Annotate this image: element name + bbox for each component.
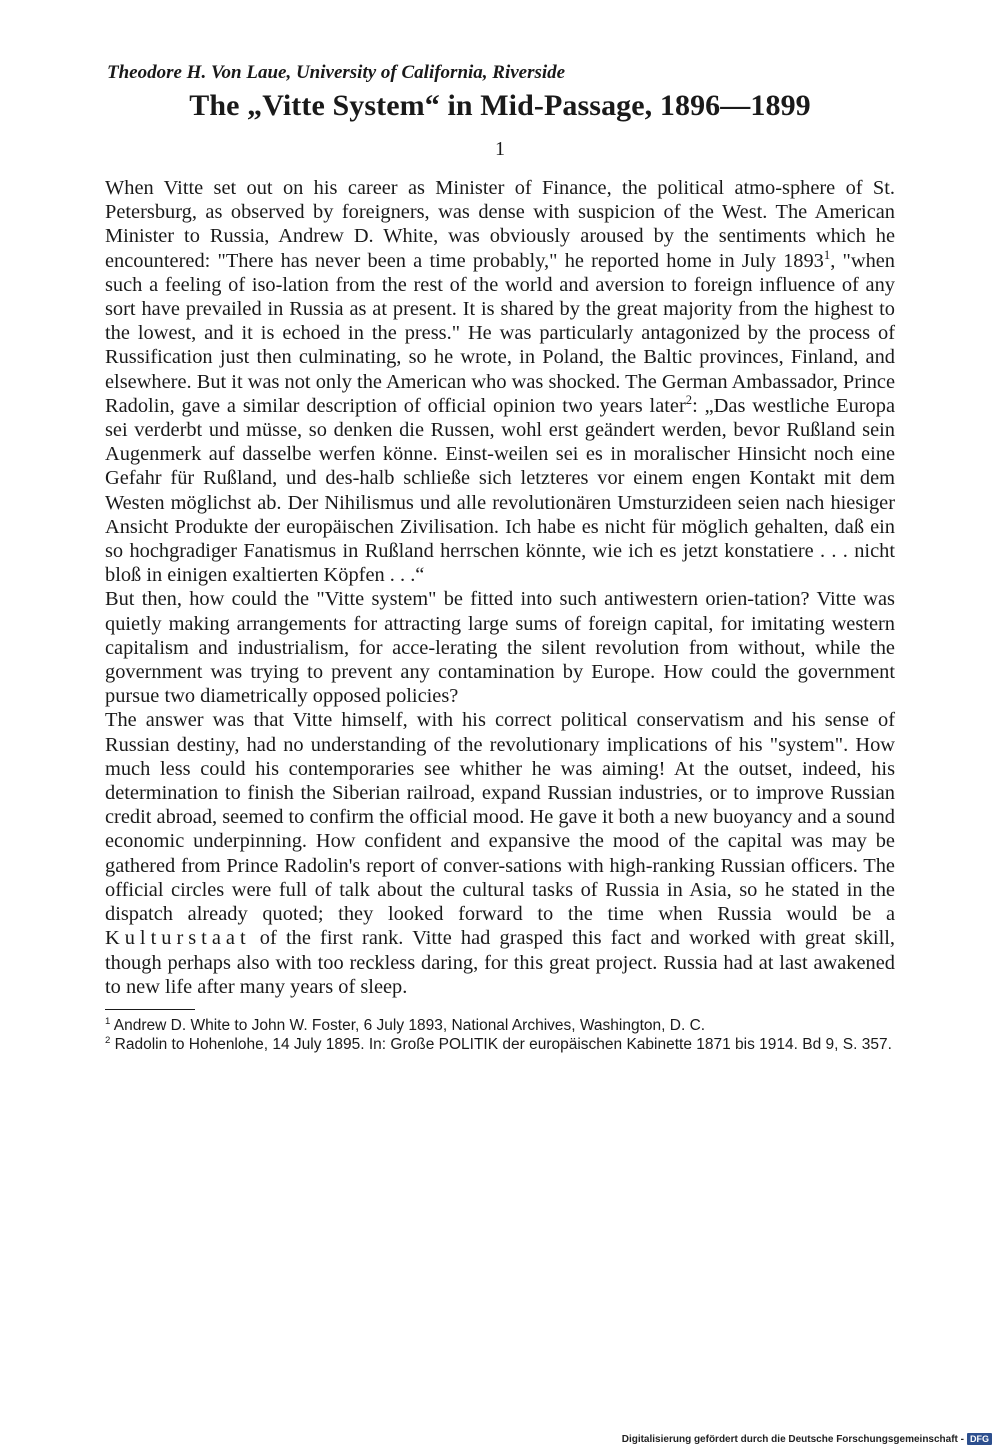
dfg-logo-icon: DFG	[967, 1433, 992, 1445]
paragraph-3-part-b: of the first rank. Vitte had grasped this fact and worked with great skill, though perhaps also with too reckless daring, for this great project. Russia had at last awakened to new life after many years of sleep.	[105, 927, 895, 998]
footnote-1	[105, 1016, 895, 1035]
paragraph-2: But then, how could the "Vitte system" be fitted into such antiwestern orien-tation? Vitte was quietly making arrangements for attracting large sums of foreign capital, for imitating western capitalism and industrialism, for acce-lerating the silent revolution from without, while the government was trying to prevent any contamination by Europe. How could the government pursue two diametrically opposed policies?	[105, 588, 895, 708]
footnote-text: Andrew D. White to John W. Foster, 6 July 1893, National Archives, Washington, D. C.	[113, 1016, 706, 1034]
page-content	[105, 60, 895, 1054]
footnote-marker: 2	[105, 1034, 111, 1046]
section-number: 1	[495, 138, 505, 160]
paragraph-1-part-a: When Vitte set out on his career as Minister of Finance, the political atmo-sphere of St. Petersburg, as observed by foreigners, was dense with suspicion of the West. The American Minister to Russia, Andrew D. White, was obviously aroused by the sentiments which he encountered: "There has never been a time probably," he reported home in July 1893	[105, 177, 895, 272]
paragraph-3	[105, 708, 895, 998]
paragraph-1-part-c: : „Das westliche Europa sei verderbt und müsse, so denken die Russen, wohl erst geändert werden, bevor Rußland sein Augenmerk auf dasselbe werfen könne. Einst-weilen sei es in moralischer Hinsicht noch eine Gefahr für Rußland, und des-halb schließe sich letzteres vor einem engen Kontakt mit dem Westen möglichst ab. Der Nihilismus und alle revolutionären Umsturzideen seien nach hiesiger Ansicht Produkte der europäischen Zivilisation. Ich habe es nicht für möglich gehalten, daß ein so hochgradiger Fanatismus in Rußland herrschen könnte, wie ich es jetzt konstatiere . . . nicht bloß in einigen exaltierten Köpfen . . .“	[105, 394, 895, 587]
author-line: Theodore H. Von Laue, University of California, Riverside	[107, 62, 566, 83]
digitization-credit	[622, 1433, 992, 1445]
spaced-term: Kulturstaat	[105, 927, 251, 950]
footnotes	[105, 1016, 895, 1054]
footnote-marker: 1	[105, 1015, 111, 1027]
footnote-divider	[105, 1009, 195, 1010]
footnote-ref-2: 2	[685, 393, 693, 408]
paragraph-1	[105, 176, 895, 587]
footnote-text: Radolin to Hohenlohe, 14 July 1895. In: Große POLITIK der europäischen Kabinette 1871 bis 1914. Bd 9, S. 357.	[114, 1035, 892, 1053]
article-title: The „Vitte System“ in Mid-Passage, 1896—1899	[189, 89, 811, 122]
article-body	[105, 176, 895, 999]
credit-text: Digitalisierung gefördert durch die Deutsche Forschungsgemeinschaft -	[621, 1433, 964, 1445]
footnote-2	[105, 1035, 895, 1054]
footnote-ref-1: 1	[823, 247, 831, 262]
paragraph-1-part-b: , "when such a feeling of iso-lation from the rest of the world and aversion to foreign influence of any sort have prevailed in Russia as at present. It is shared by the great majority from the highest to the lowest, and it is echoed in the press." He was particularly antagonized by the process of Russification just then culminating, so he wrote, in Poland, the Baltic provinces, Finland, and elsewhere. But it was not only the American who was shocked. The German Ambassador, Prince Radolin, gave a similar description of official opinion two years later	[105, 249, 896, 417]
paragraph-3-part-a: The answer was that Vitte himself, with his correct political conservatism and his sense of Russian destiny, had no understanding of the revolutionary implications of his "system". How much less could his contemporaries see whither he was aiming! At the outset, indeed, his determination to finish the Siberian railroad, expand Russian industries, or to improve Russian credit abroad, seemed to confirm the official mood. He gave it both a new buoyancy and a sound economic underpinning. How confident and expansive the mood of the capital was may be gathered from Prince Radolin's report of conver-sations with high-ranking Russian officers. The official circles were full of talk about the cultural tasks of Russia in Asia, so he stated in the dispatch already quoted; they looked forward to the time when Russia would be a	[105, 709, 895, 926]
